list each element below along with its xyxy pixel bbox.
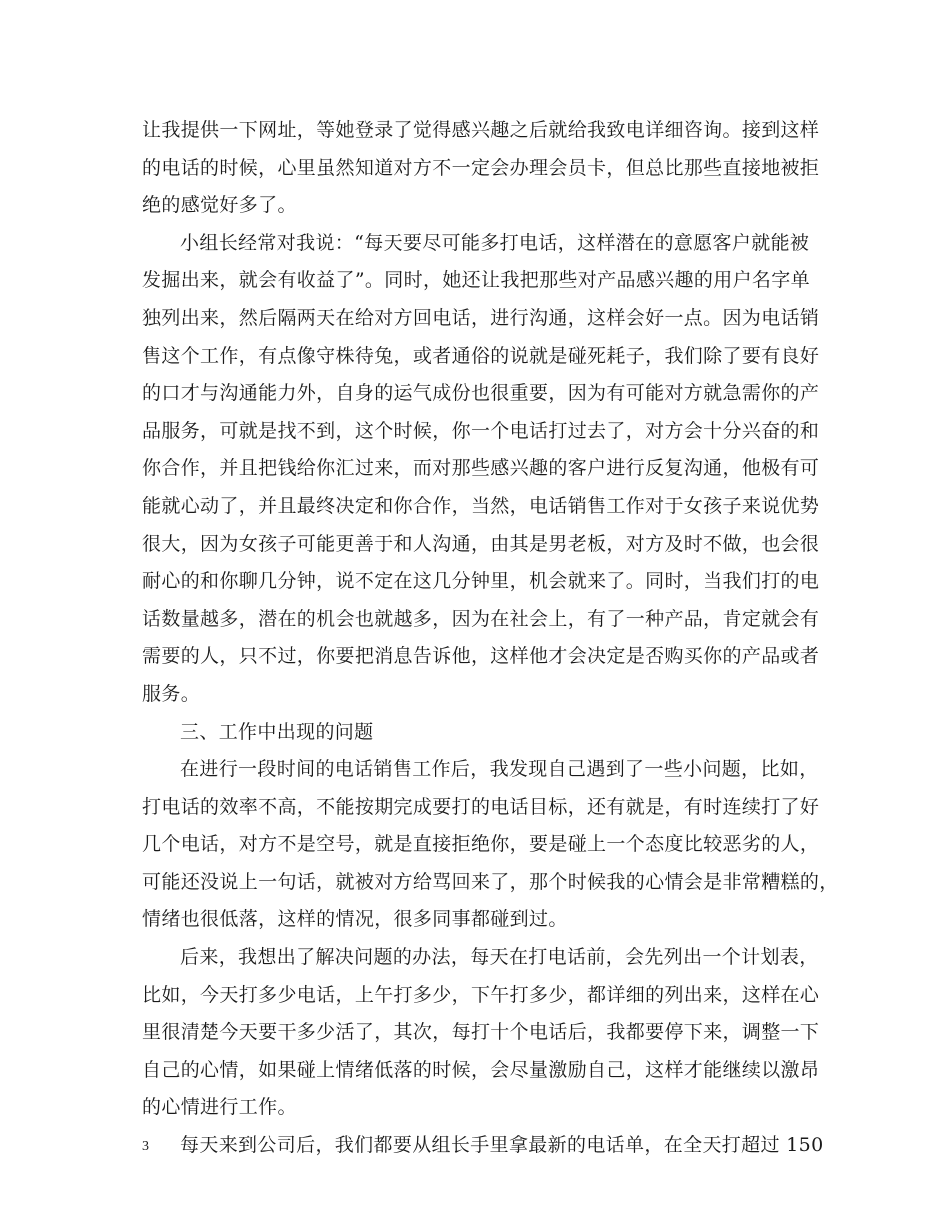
text-line: 服务。 [142, 682, 201, 705]
text-line: 里很清楚今天要干多少活了，其次，每打十个电话后，我都要停下来，调整一下 [142, 1021, 820, 1044]
text-line: 自己的心情，如果碰上情绪低落的时候，会尽量激励自己，这样才能继续以激昂 [142, 1058, 820, 1081]
text-line: 你合作，并且把钱给你汇过来，而对那些感兴趣的客户进行反复沟通，他极有可 [142, 457, 820, 480]
text-line: 的电话的时候，心里虽然知道对方不一定会办理会员卡，但总比那些直接地被拒 [142, 156, 820, 179]
text-line: 让我提供一下网址，等她登录了觉得感兴趣之后就给我致电详细咨询。接到这样 [142, 119, 820, 141]
text-line: 后来，我想出了解决问题的办法，每天在打电话前，会先列出一个计划表， [180, 946, 819, 969]
text-line: 比如，今天打多少电话，上午打多少，下午打多少，都详细的列出来，这样在心 [142, 983, 820, 1006]
text-line: 发掘出来，就会有收益了”。同时，她还让我把那些对产品感兴趣的用户名字单 [142, 269, 810, 292]
text-line: 很大，因为女孩子可能更善于和人沟通，由其是男老板，对方及时不做，也会很 [142, 532, 820, 555]
text-line: 可能还没说上一句话，就被对方给骂回来了，那个时候我的心情会是非常糟糕的， [142, 870, 839, 893]
text-line: 打电话的效率不高，不能按期完成要打的电话目标，还有就是，有时连续打了好 [142, 795, 820, 818]
text-line: 在进行一段时间的电话销售工作后，我发现自己遇到了一些小问题，比如， [180, 758, 819, 781]
text-line: 几个电话，对方不是空号，就是直接拒绝你，要是碰上一个态度比较恶劣的人， [142, 833, 820, 856]
text-line: 每天来到公司后，我们都要从组长手里拿最新的电话单，在全天打超过 150 [180, 1134, 824, 1157]
text-line: 的口才与沟通能力外，自身的运气成份也很重要，因为有可能对方就急需你的产 [142, 382, 820, 405]
text-line: 情绪也很低落，这样的情况，很多同事都碰到过。 [142, 908, 568, 931]
text-line: 三、工作中出现的问题 [180, 720, 374, 743]
text-line: 话数量越多，潜在的机会也就越多，因为在社会上，有了一种产品，肯定就会有 [142, 607, 820, 630]
text-line: 售这个工作，有点像守株待兔，或者通俗的说就是碰死耗子，我们除了要有良好 [142, 344, 820, 367]
text-line: 品服务，可就是找不到，这个时候，你一个电话打过去了，对方会十分兴奋的和 [142, 419, 820, 442]
text-line: 需要的人，只不过，你要把消息告诉他，这样他才会决定是否购买你的产品或者 [142, 645, 820, 668]
document-body [142, 112, 839, 1165]
text-line: 绝的感觉好多了。 [142, 194, 297, 217]
page-number: 3 [142, 1139, 149, 1154]
text-line: 小组长经常对我说：“每天要尽可能多打电话，这样潜在的意愿客户就能被 [180, 231, 810, 254]
text-line: 耐心的和你聊几分钟，说不定在这几分钟里，机会就来了。同时，当我们打的电 [142, 570, 820, 593]
text-line: 能就心动了，并且最终决定和你合作，当然，电话销售工作对于女孩子来说优势 [142, 494, 820, 517]
text-line: 的心情进行工作。 [142, 1096, 297, 1119]
text-line: 独列出来，然后隔两天在给对方回电话，进行沟通，这样会好一点。因为电话销 [142, 306, 820, 329]
